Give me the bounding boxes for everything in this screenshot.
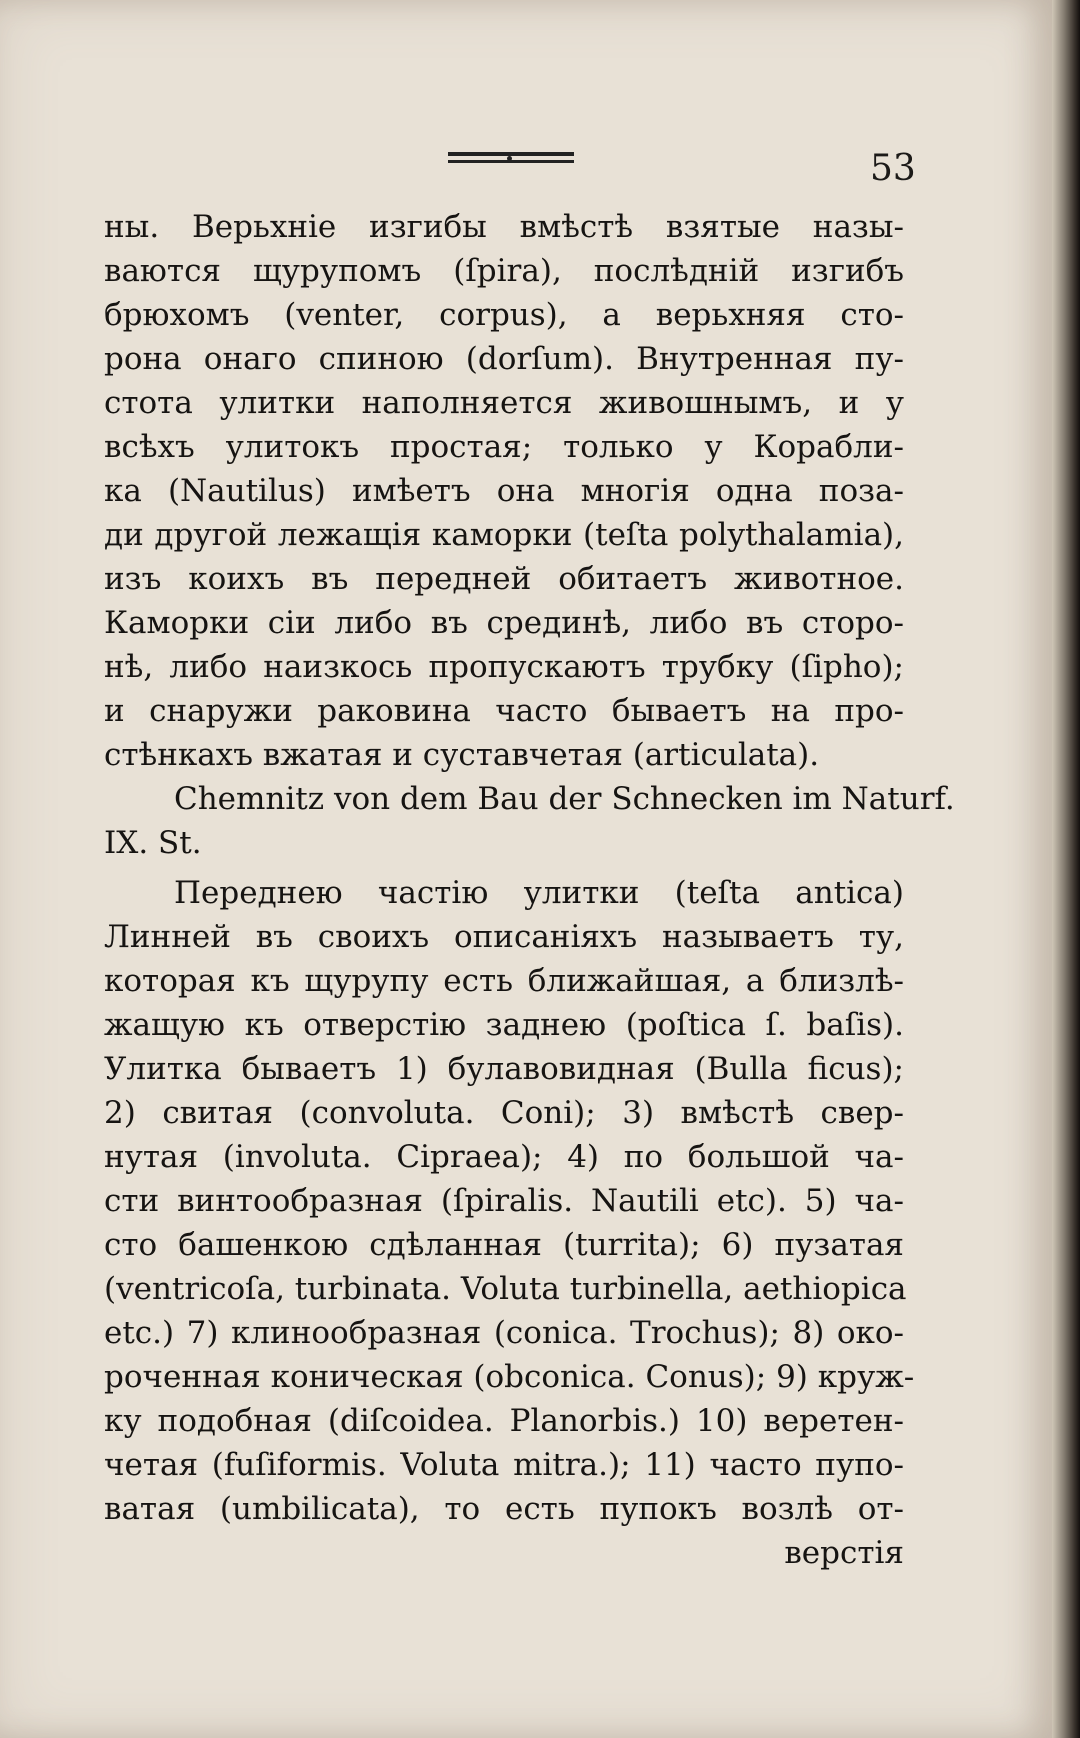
page-number: 53	[870, 148, 916, 189]
text-line: роченная коническая (obconica. Conus); 9) круж-	[104, 1359, 915, 1395]
handwritten-margin-notes	[905, 0, 1035, 1738]
text-line: Переднею частію улитки (teſta antica)	[174, 875, 904, 911]
text-line: сти винтообразная (ſpiralis. Nautili etc). 5) ча-	[104, 1183, 904, 1219]
text-line: всѣхъ улитокъ простая; только у Корабли-	[104, 429, 904, 465]
text-line: Улитка бываетъ 1) булавовидная (Bulla ficus);	[104, 1051, 904, 1087]
text-line: четая (fuſiformis. Voluta mitra.); 11) часто пупо-	[104, 1447, 904, 1483]
text-line: ватая (umbilicata), то есть пупокъ возлѣ от-	[104, 1491, 904, 1527]
text-line: и снаружи раковина часто бываетъ на про-	[104, 693, 904, 729]
text-line: Линней въ своихъ описаніяхъ называетъ ту,	[104, 919, 904, 955]
text-line: ны. Верьхніе изгибы вмѣстѣ взятые назы-	[104, 209, 904, 245]
header-rule	[448, 152, 574, 166]
body-text	[104, 205, 955, 1575]
text-line: (ventricoſa, turbinata. Voluta turbinella, aethiopica	[104, 1271, 907, 1307]
text-line: 2) свитая (convoluta. Coni); 3) вмѣстѣ свер-	[104, 1095, 904, 1131]
text-line: которая къ щурупу есть ближайшая, а близлѣ-	[104, 963, 904, 999]
text-line: изъ коихъ въ передней обитаетъ животное.	[104, 561, 904, 597]
rule-bar-bottom	[448, 160, 574, 163]
catchword: верстія	[784, 1535, 904, 1571]
text-line: рона онаго спиною (dorſum). Внутренная пу-	[104, 341, 904, 377]
rule-bar-top	[448, 152, 574, 156]
citation-line: IX. St.	[104, 825, 202, 861]
text-line: Каморки сіи либо въ срединѣ, либо въ сторо-	[104, 605, 904, 641]
text-line: ку подобная (diſcoidea. Planorbis.) 10) веретен-	[104, 1403, 904, 1439]
text-line: стота улитки наполняется живошнымъ, и у	[104, 385, 904, 421]
text-line: сто башенкою сдѣланная (turrita); 6) пузатая	[104, 1227, 904, 1263]
citation-line: Chemnitz von dem Bau der Schnecken im Naturf.	[174, 781, 955, 817]
text-line: нѣ, либо наизкось пропускаютъ трубку (ſipho);	[104, 649, 904, 685]
text-line: брюхомъ (venter, corpus), а верьхняя сто-	[104, 297, 904, 333]
text-line: ди другой лежащія каморки (teſta polythalamia),	[104, 517, 904, 553]
text-line: etc.) 7) клинообразная (conica. Trochus); 8) око-	[104, 1315, 904, 1351]
text-line: ка (Nautilus) имѣетъ она многія одна поза-	[104, 473, 904, 509]
text-line: стѣнкахъ вжатая и суставчетая (articulata).	[104, 737, 820, 773]
text-line: ваются щурупомъ (ſpira), послѣдній изгибъ	[104, 253, 904, 289]
text-line: нутая (involuta. Cipraea); 4) по большой ча-	[104, 1139, 904, 1175]
page-edge	[1052, 0, 1080, 1738]
text-line: жащую къ отверстію заднею (poſtica ſ. baſis).	[104, 1007, 904, 1043]
